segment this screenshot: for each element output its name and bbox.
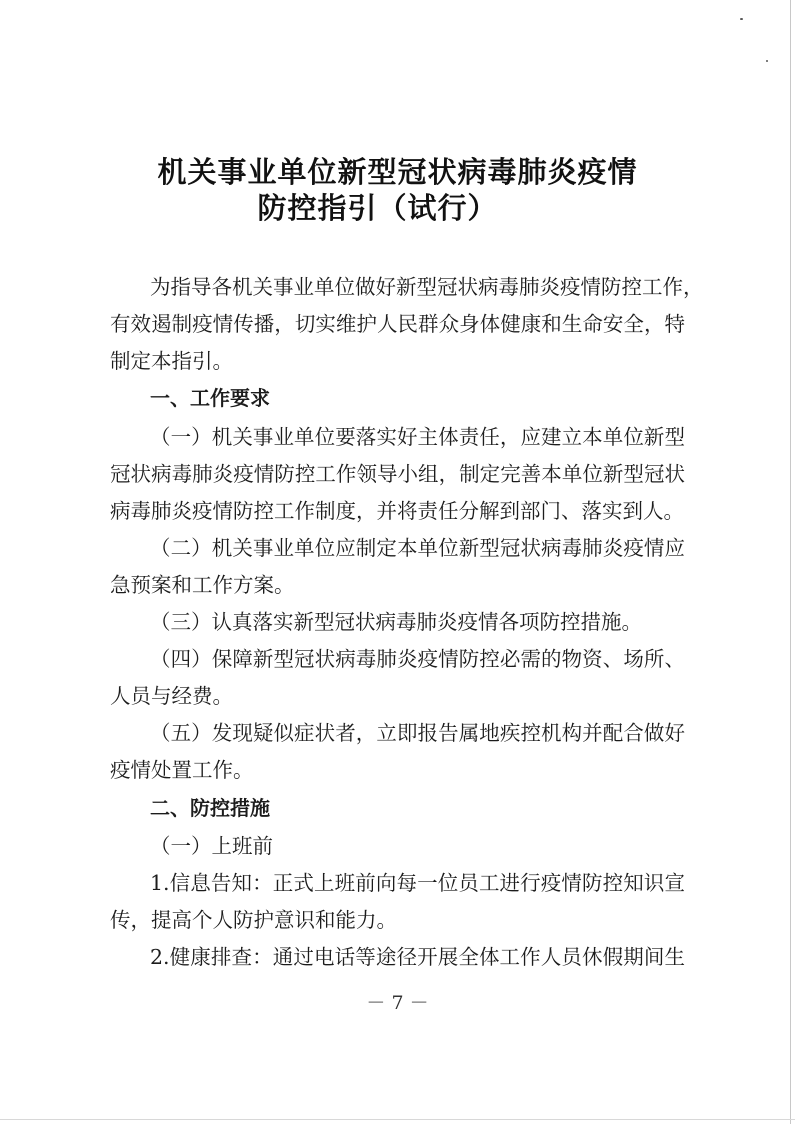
page-edge-bottom [0,1119,795,1120]
item1-line-1: （一）机关事业单位要落实好主体责任，应建立本单位新型 [150,425,685,449]
page-number: － 7 － [366,992,429,1014]
item1-line-2: 冠状病毒肺炎疫情防控工作领导小组，制定完善本单位新型冠状 [110,462,685,486]
section1-heading: 一、工作要求 [150,386,270,410]
scan-speck [766,60,768,62]
intro-line-2: 有效遏制疫情传播，切实维护人民群众身体健康和生命安全，特 [110,312,685,336]
item5-line-2: 疫情处置工作。 [110,758,254,782]
item4-line-2: 人员与经费。 [110,684,233,708]
item3-line-1: （三）认真落实新型冠状病毒肺炎疫情各项防控措施。 [150,610,642,634]
point1-line-2: 传，提高个人防护意识和能力。 [110,908,397,932]
item2-line-1: （二）机关事业单位应制定本单位新型冠状病毒肺炎疫情应 [150,536,685,560]
intro-line-3: 制定本指引。 [110,349,233,373]
item2-line-2: 急预案和工作方案。 [110,573,295,597]
point2-line-1: 2.健康排查：通过电话等途径开展全体工作人员休假期间生 [150,945,685,969]
item5-line-1: （五）发现疑似症状者，立即报告属地疾控机构并配合做好 [150,721,685,745]
section2-heading: 二、防控措施 [150,796,270,820]
document-title-line1: 机关事业单位新型冠状病毒肺炎疫情 [157,155,638,189]
point1-line-1: 1.信息告知：正式上班前向每一位员工进行疫情防控知识宣 [150,871,685,895]
item1-line-3: 病毒肺炎疫情防控工作制度，并将责任分解到部门、落实到人。 [110,499,684,523]
scan-speck [740,18,743,20]
item4-line-1: （四）保障新型冠状病毒肺炎疫情防控必需的物资、场所、 [150,647,685,671]
intro-line-1: 为指导各机关事业单位做好新型冠状病毒肺炎疫情防控工作， [150,275,704,299]
document-title-line2: 防控指引（试行） [257,191,498,225]
sub1-heading: （一）上班前 [150,834,273,858]
